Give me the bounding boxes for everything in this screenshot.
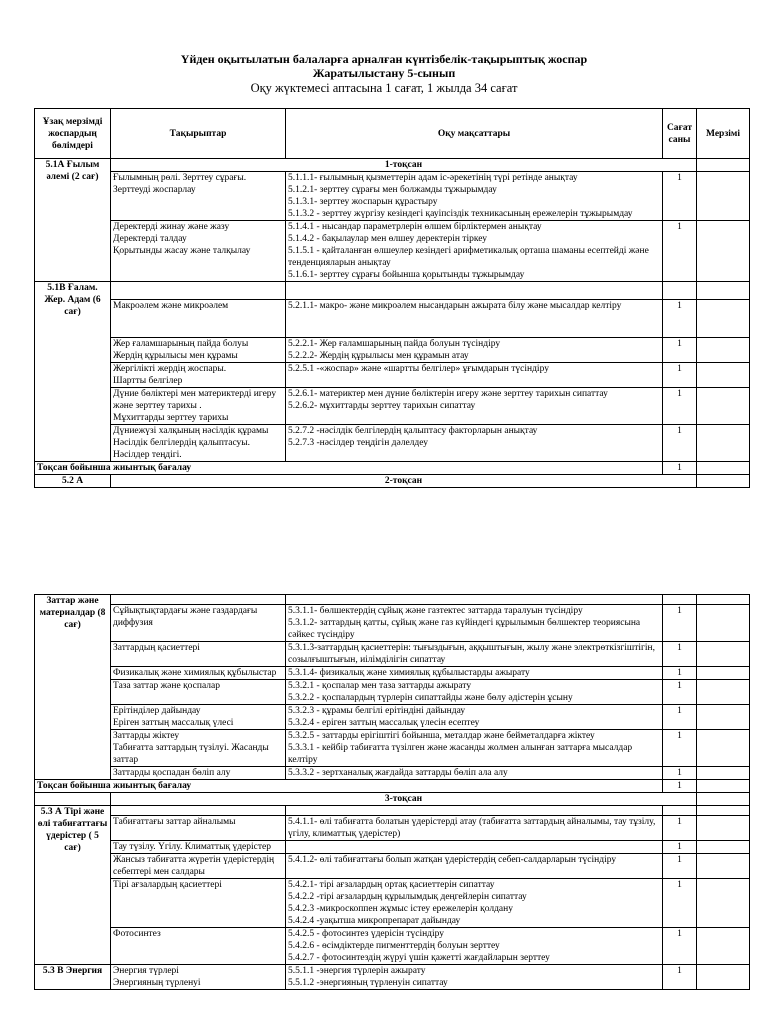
date-cell (697, 705, 750, 730)
objectives-cell (286, 605, 663, 642)
quarter-title: 2-тоқсан (111, 475, 697, 488)
objective-line: 5.1.1.1- ғылымның қызметтерін адам іс-әрекетінің түрі ретінде анықтау (288, 173, 578, 183)
topics-cell (111, 338, 286, 363)
objective-line: 5.4.2.4 -уақытша микропрепарат дайындау (288, 916, 461, 926)
date-cell (697, 388, 750, 425)
objective-line: 5.2.2.1- Жер ғаламшарының пайда болуын түсіндіру (288, 339, 501, 349)
objective-line: 5.4.2.2 -тірі ағзалардың құрылымдық деңгейлерін сипаттау (288, 892, 527, 902)
quarter-row (35, 159, 750, 172)
summary-label: Тоқсан бойынша жиынтық бағалау (35, 780, 663, 793)
objectives-cell (286, 172, 663, 221)
quarter-title: 1-тоқсан (111, 159, 697, 172)
column-header-section: Ұзақ мерзімді жоспардың бөлімдері (35, 109, 111, 159)
objective-line: 5.1.3.2 - зерттеу жүргізу кезіндегі қауіпсіздік техникасының ережелерін тұжырымдау (288, 209, 633, 219)
topic-line: Ғылымның рөлі. Зерттеу сұрағы. (113, 173, 247, 183)
topic-line: Ерітінділер дайындау (113, 706, 201, 716)
date-cell (697, 854, 750, 879)
section-cell: 5.1В Ғалам. Жер. Адам (6 сағ) (35, 282, 111, 462)
topics-cell (111, 425, 286, 462)
hours-cell: 1 (663, 300, 697, 338)
objective-line: 5.3.3.1 - кейбір табиғатта түзілген және жасанды жолмен алынған заттарға мысалдар келтіру (288, 743, 633, 765)
objective-line: 5.2.6.2- мұхиттарды зерттеу тарихын сипаттау (288, 401, 476, 411)
topic-line: Тау түзілу. Үгілу. Климаттық үдерістер (113, 842, 271, 852)
column-header-objectives: Оқу мақсаттары (286, 109, 663, 159)
objective-line: 5.3.2.2 - қоспалардың түрлерін сипаттайды және бөлу әдістерін ұсыну (288, 693, 573, 703)
table-row (35, 767, 750, 780)
plan-table-page2 (34, 594, 750, 990)
objectives-cell (286, 841, 663, 854)
topic-line: Қорытынды жасау және талқылау (113, 246, 251, 256)
empty-cell (286, 282, 663, 300)
spacer-row (35, 806, 750, 816)
date-cell (697, 879, 750, 928)
hours-cell: 1 (663, 928, 697, 965)
objectives-cell (286, 680, 663, 705)
column-header-date: Мерзімі (697, 109, 750, 159)
topic-line: Фотосинтез (113, 929, 161, 939)
date-cell (697, 159, 750, 172)
topic-line: Энергия түрлері (113, 966, 179, 976)
empty-cell (111, 595, 286, 605)
topic-line: Деректерді талдау (113, 234, 187, 244)
document-subtitle: Жаратылыстану 5-сынып (312, 66, 456, 80)
topic-line: Жердің құрылысы мен құрамы (113, 351, 238, 361)
topics-cell (111, 363, 286, 388)
spacer-row (35, 282, 750, 300)
summary-row (35, 780, 750, 793)
section-cell: 5.3 В Энергия (35, 965, 111, 990)
plan-table-page1 (34, 108, 750, 488)
table-row (35, 388, 750, 425)
topics-cell (111, 816, 286, 841)
objectives-cell (286, 965, 663, 990)
hours-cell: 1 (663, 879, 697, 928)
topics-cell (111, 928, 286, 965)
table-row (35, 605, 750, 642)
topic-line: Жергілікті жердің жоспары. (113, 364, 227, 374)
summary-row (35, 462, 750, 475)
objectives-cell (286, 928, 663, 965)
objective-line: 5.2.6.1- материктер мен дүние бөліктерін игеру және зерттеу тарихын сипаттау (288, 389, 608, 399)
table-row (35, 300, 750, 338)
quarter-row (35, 793, 750, 806)
document-title: Үйден оқытылатын балаларға арналған күнтізбелік-тақырыптық жоспар (180, 52, 588, 66)
objectives-cell (286, 425, 663, 462)
objective-line: 5.1.6.1- зерттеу сұрағы бойынша қорытынды тұжырымдау (288, 270, 525, 280)
hours-cell: 1 (663, 841, 697, 854)
date-cell (697, 462, 750, 475)
empty-cell (286, 595, 663, 605)
objective-line: 5.3.2.5 - заттарды ерігіштігі бойынша, металдар және бейметалдарға жіктеу (288, 731, 595, 741)
date-cell (697, 780, 750, 793)
table-row (35, 816, 750, 841)
topic-line: Сұйықтықтардағы және газдардағы диффузия (113, 606, 258, 628)
date-cell (697, 642, 750, 667)
objectives-cell (286, 388, 663, 425)
table-row (35, 854, 750, 879)
topic-line: Дүниежүзі халқының нәсілдік құрамы Нәсілдік белгілердің қалыптасуы. Нәсілдер теңдігі. (113, 426, 269, 460)
objective-line: 5.1.4.1 - нысандар параметрлерін өлшем бірліктермен анықтау (288, 222, 542, 232)
objectives-cell (286, 221, 663, 282)
objective-line: 5.3.1.4- физикалық және химиялық құбылыстарды ажырату (288, 668, 530, 678)
quarter-row (35, 475, 750, 488)
topic-line: Заттарды жіктеу (113, 731, 180, 741)
section-cell: Заттар және материалдар (8 сағ) (35, 595, 111, 780)
date-cell (697, 841, 750, 854)
objective-line: 5.2.7.2 -нәсілдік белгілердің қалыптасу факторларын анықтау (288, 426, 538, 436)
topic-line: Табиғатта заттардың түзілуі. Жасанды заттар (113, 743, 269, 765)
table-row (35, 730, 750, 767)
column-header-hours: Сағат саны (663, 109, 697, 159)
hours-cell: 1 (663, 363, 697, 388)
topics-cell (111, 841, 286, 854)
empty-cell (697, 282, 750, 300)
hours-cell: 1 (663, 816, 697, 841)
hours-cell: 1 (663, 965, 697, 990)
empty-cell (111, 806, 286, 816)
topic-line: Зерттеуді жоспарлау (113, 185, 196, 195)
table-row (35, 928, 750, 965)
empty-cell (697, 806, 750, 816)
empty-cell (663, 282, 697, 300)
date-cell (697, 680, 750, 705)
workload-note: Оқу жүктемесі аптасына 1 сағат, 1 жылда 34 сағат (250, 81, 518, 95)
objectives-cell (286, 854, 663, 879)
objective-line: 5.4.2.6 - өсімдіктерде пигменттердің болуын зерттеу (288, 941, 500, 951)
table-row (35, 221, 750, 282)
table-row (35, 425, 750, 462)
date-cell (697, 172, 750, 221)
objective-line: 5.4.2.1- тірі ағзалардың ортақ қасиеттерін сипаттау (288, 880, 495, 890)
table-row (35, 705, 750, 730)
topic-line: Мұхиттарды зерттеу тарихы (113, 413, 229, 423)
table-row (35, 667, 750, 680)
topics-cell (111, 605, 286, 642)
empty-cell (111, 282, 286, 300)
topics-cell (111, 680, 286, 705)
objective-line: 5.5.1.1 -энергия түрлерін ажырату (288, 966, 426, 976)
topics-cell (111, 705, 286, 730)
date-cell (697, 221, 750, 282)
date-cell (697, 363, 750, 388)
objective-line: 5.4.2.5 - фотосинтез үдерісін түсіндіру (288, 929, 445, 939)
objectives-cell (286, 816, 663, 841)
hours-cell: 1 (663, 730, 697, 767)
section-cell: 5.2 А (35, 475, 111, 488)
hours-cell: 1 (663, 338, 697, 363)
objectives-cell (286, 300, 663, 338)
objectives-cell (286, 363, 663, 388)
hours-cell: 1 (663, 680, 697, 705)
table-row (35, 879, 750, 928)
topics-cell (111, 172, 286, 221)
quarter-title: 3-тоқсан (111, 793, 697, 806)
table-row (35, 338, 750, 363)
empty-cell (663, 595, 697, 605)
objective-line: 5.1.5.1 - қайталанған өлшеулер кезіндегі арифметикалық орташа шаманы есептейді және тенденцияларын анықтау (288, 246, 649, 268)
objective-line: 5.3.2.4 - еріген заттың массалық үлесін есептеу (288, 718, 480, 728)
empty-cell (286, 806, 663, 816)
topic-line: Энергияның түрленуі (113, 978, 201, 988)
date-cell (697, 475, 750, 488)
topic-line: Шартты белгілер (113, 376, 183, 386)
objective-line: 5.4.1.2- өлі табиғаттағы болып жатқан үдерістердің себеп-салдарларын түсіндіру (288, 855, 617, 865)
date-cell (697, 338, 750, 363)
objective-line: 5.2.7.3 -нәсілдер теңдігін дәлелдеу (288, 438, 428, 448)
topic-line: Деректерді жинау және жазу (113, 222, 230, 232)
date-cell (697, 605, 750, 642)
topics-cell (111, 388, 286, 425)
objective-line: 5.5.1.2 -энергияның түрленуін сипаттау (288, 978, 448, 988)
table-row (35, 680, 750, 705)
empty-cell (663, 806, 697, 816)
topics-cell (111, 965, 286, 990)
topic-line: Жансыз табиғатта жүретін үдерістердің себептері мен салдары (113, 855, 275, 877)
section-cell: 5.3 А Тірі және өлі табиғаттағы үдерістер ( 5 сағ) (35, 806, 111, 965)
topic-line: Макроәлем және микроәлем (113, 301, 229, 311)
table-row (35, 965, 750, 990)
date-cell (697, 928, 750, 965)
date-cell (697, 816, 750, 841)
date-cell (697, 730, 750, 767)
topic-line: Заттардың қасиеттері (113, 643, 200, 653)
date-cell (697, 425, 750, 462)
date-cell (697, 793, 750, 806)
date-cell (697, 767, 750, 780)
topics-cell (111, 642, 286, 667)
objective-line: 5.3.2.1 - қоспалар мен таза заттарды ажырату (288, 681, 472, 691)
topic-line: Таза заттар және қоспалар (113, 681, 220, 691)
empty-cell (697, 595, 750, 605)
objectives-cell (286, 730, 663, 767)
objective-line: 5.3.3.2 - зертханалық жағдайда заттарды бөліп ала алу (288, 768, 508, 778)
section-cell: 5.1А Ғылым әлемі (2 сағ) (35, 159, 111, 282)
table-row (35, 363, 750, 388)
hours-cell: 1 (663, 221, 697, 282)
topics-cell (111, 879, 286, 928)
topic-line: Физикалық және химиялық құбылыстар (113, 668, 277, 678)
hours-cell: 1 (663, 425, 697, 462)
topics-cell (111, 730, 286, 767)
table-row (35, 642, 750, 667)
objectives-cell (286, 767, 663, 780)
summary-hours: 1 (663, 462, 697, 475)
table-row (35, 841, 750, 854)
objective-line: 5.2.1.1- макро- және микроәлем нысандарын ажырата білу және мысалдар келтіру (288, 301, 622, 311)
objective-line: 5.1.2.1- зерттеу сұрағы мен болжамды тұжырымдау (288, 185, 497, 195)
topic-line: Тірі ағзалардың қасиеттері (113, 880, 222, 890)
summary-hours: 1 (663, 780, 697, 793)
topics-cell (111, 300, 286, 338)
table-row (35, 172, 750, 221)
objective-line: 5.2.5.1 -«жоспар» және «шартты белгілер» ұғымдарын түсіндіру (288, 364, 549, 374)
date-cell (697, 300, 750, 338)
topics-cell (111, 767, 286, 780)
topics-cell (111, 667, 286, 680)
objective-line: 5.3.1.1- бөлшектердің сұйық және газтектес заттарда таралуын түсіндіру (288, 606, 583, 616)
objectives-cell (286, 642, 663, 667)
objective-line: 5.3.1.2- заттардың қатты, сұйық және газ күйіндегі құрылымын бөлшектер теориясына сәйкес түсіндіру (288, 618, 641, 640)
empty-cell (35, 793, 111, 806)
objective-line: 5.4.1.1- өлі табиғатта болатын үдерістерді атау (табиғатта заттардың айналымы, тау тұзілу, үгілу, климаттық үдерістер) (288, 817, 656, 839)
hours-cell: 1 (663, 388, 697, 425)
objective-line: 5.4.2.7 - фотосинтездің жүруі үшін қажетті жағдайларын зерттеу (288, 953, 550, 963)
objective-line: 5.1.4.2 - бақылаулар мен өлшеу деректерін тіркеу (288, 234, 487, 244)
hours-cell: 1 (663, 767, 697, 780)
topics-cell (111, 221, 286, 282)
hours-cell: 1 (663, 605, 697, 642)
hours-cell: 1 (663, 642, 697, 667)
objectives-cell (286, 338, 663, 363)
date-cell (697, 965, 750, 990)
summary-label: Тоқсан бойынша жиынтық бағалау (35, 462, 663, 475)
topics-cell (111, 854, 286, 879)
objectives-cell (286, 705, 663, 730)
topic-line: Жер ғаламшарының пайда болуы (113, 339, 249, 349)
hours-cell: 1 (663, 667, 697, 680)
topic-line: Дүние бөліктері мен материктерді игеру және зерттеу тарихы . (113, 389, 277, 411)
objectives-cell (286, 667, 663, 680)
topic-line: Табиғаттағы заттар айналымы (113, 817, 236, 827)
objective-line: 5.4.2.3 -микроскоппен жұмыс істеу ережелерін қолдану (288, 904, 513, 914)
hours-cell: 1 (663, 854, 697, 879)
objective-line: 5.2.2.2- Жердің құрылысы мен құрамын атау (288, 351, 469, 361)
spacer-row (35, 595, 750, 605)
hours-cell: 1 (663, 705, 697, 730)
objective-line: 5.1.3.1- зерттеу жоспарын құрастыру (288, 197, 438, 207)
objective-line: 5.3.2.3 - құрамы белгілі ерітіндіні дайындау (288, 706, 466, 716)
objective-line: 5.3.1.3-заттардың қасиеттерін: тығыздығын, аққыштығын, жылу және электрөткізгіштігін, созылғыштығын, иілімділігін сипаттау (288, 643, 656, 665)
topic-line: Заттарды қоспадан бөліп алу (113, 768, 231, 778)
date-cell (697, 667, 750, 680)
topic-line: Еріген заттың массалық үлесі (113, 718, 234, 728)
hours-cell: 1 (663, 172, 697, 221)
column-header-topics: Тақырыптар (111, 109, 286, 159)
objectives-cell (286, 879, 663, 928)
